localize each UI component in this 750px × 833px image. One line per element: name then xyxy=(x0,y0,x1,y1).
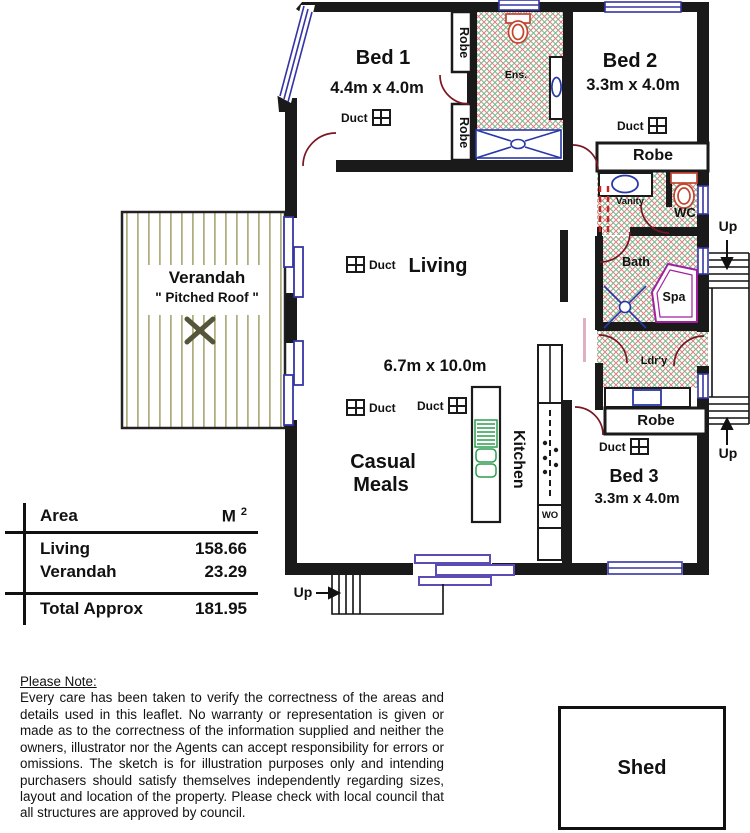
robe-label-bed1-bottom: Robe xyxy=(457,116,471,149)
room-label-verandah: Verandah xyxy=(168,268,246,287)
up-arrow-bottom-right xyxy=(722,419,732,445)
pantry-marker xyxy=(583,318,586,362)
duct-bed2 xyxy=(617,117,667,134)
duct-bed3 xyxy=(599,438,649,455)
duct-icon xyxy=(630,438,649,455)
room-label-bed1: Bed 1 xyxy=(355,47,411,69)
sliding-door-panel xyxy=(284,375,293,425)
wall-bed3-west xyxy=(562,400,572,575)
total-value: 181.95 xyxy=(195,599,247,618)
up-arrow-top-right xyxy=(722,240,732,268)
duct-meals-right xyxy=(417,397,467,414)
up-label-bottom-left: Up xyxy=(293,584,313,600)
row-value: 23.29 xyxy=(204,562,247,581)
toilet-ensuite-icon xyxy=(506,14,530,43)
room-label-meals: Meals xyxy=(353,474,409,496)
note-title: Please Note: xyxy=(20,674,97,689)
room-label-bath: Bath xyxy=(622,255,650,269)
verandah-subtitle: " Pitched Roof " xyxy=(155,290,259,305)
shed-box xyxy=(558,706,726,830)
room-label-vanity: Vanity xyxy=(616,196,644,207)
duct-label: Duct xyxy=(599,439,626,454)
up-label-bottom-right: Up xyxy=(718,445,738,461)
duct-icon xyxy=(346,256,365,273)
sliding-door-panel xyxy=(436,565,514,575)
sliding-door-panel xyxy=(415,555,490,563)
dims-bed2: 3.3m x 4.0m xyxy=(586,76,680,94)
duct-label: Duct xyxy=(369,400,396,415)
stairs-top-right xyxy=(709,253,749,424)
duct-label: Duct xyxy=(417,398,444,413)
wall-vanity-bath xyxy=(630,227,708,236)
room-label-ensuite: Ens. xyxy=(504,69,528,81)
room-label-living: Living xyxy=(408,255,468,277)
sliding-door-panel xyxy=(284,217,293,267)
sliding-door-panel xyxy=(294,247,303,297)
wall-left-1 xyxy=(285,98,297,218)
shower-ensuite-icon xyxy=(476,130,561,158)
duct-icon xyxy=(372,109,391,126)
area-table xyxy=(5,500,261,628)
dims-living: 6.7m x 10.0m xyxy=(383,357,487,375)
row-label: Verandah xyxy=(40,562,117,581)
area-header-label: Area xyxy=(40,506,78,525)
shed-label: Shed xyxy=(617,756,667,779)
room-label-casual: Casual xyxy=(350,451,416,473)
room-label-spa: Spa xyxy=(662,290,686,304)
robe-label-bed2: Robe xyxy=(633,147,673,164)
duct-living xyxy=(346,256,396,273)
disclaimer-note xyxy=(20,674,444,822)
wall-right-4 xyxy=(697,366,709,374)
duct-label: Duct xyxy=(369,257,396,272)
wall-kitchen-stub xyxy=(560,230,568,302)
wall-bottom-3 xyxy=(683,563,708,575)
wall-bath-south xyxy=(597,322,708,331)
window-wc-right xyxy=(698,186,708,214)
sliding-door-panel xyxy=(294,341,303,385)
row-label: Living xyxy=(40,539,91,558)
door-bed3 xyxy=(575,407,603,435)
duct-label: Duct xyxy=(341,110,368,125)
wall-laundry-west xyxy=(595,363,603,410)
up-label-top-right: Up xyxy=(718,218,738,234)
wall-ens-bed2 xyxy=(563,2,573,172)
row-value: 158.66 xyxy=(195,539,247,558)
area-table-row-total xyxy=(40,599,247,619)
bay-window xyxy=(276,5,315,103)
door-bed1 xyxy=(303,133,336,166)
room-label-wc: WC xyxy=(674,205,696,220)
area-header-unit: M $^2$ xyxy=(221,506,247,526)
room-label-bed2: Bed 2 xyxy=(602,50,658,72)
toilet-wc-icon xyxy=(671,173,697,208)
window-bath-right xyxy=(698,248,708,274)
wall-bottom-1 xyxy=(287,563,413,575)
wall-oven-label: WO xyxy=(541,510,559,521)
room-label-bed3: Bed 3 xyxy=(609,466,659,486)
robe-label-bed3: Robe xyxy=(637,412,675,429)
room-label-laundry: Ldr'y xyxy=(640,355,668,367)
duct-icon xyxy=(448,397,467,414)
note-body: Every care has been taken to verify the correctness of the areas and details used in this leaflet. No warranty or representation is given or made as to the correctness of the information supplied and neither the owners, illustrator nor the Agents can accept responsibility for errors or omissions. The sketch is for illustration purposes only and intending purchasers should satisfy themselves independently regarding sizes, layout and location of the property. Please check with local council that all structures are approved by council. xyxy=(20,690,444,821)
window-bed2-top xyxy=(605,2,681,12)
duct-label: Duct xyxy=(617,118,644,133)
total-label: Total Approx xyxy=(40,599,143,618)
up-arrow-bottom-left xyxy=(316,588,339,598)
area-table-row-living xyxy=(40,539,247,559)
window-bed3-bottom xyxy=(608,562,682,574)
room-label-kitchen: Kitchen xyxy=(510,429,527,489)
wall-bed1-south xyxy=(336,160,573,172)
wall-left-3 xyxy=(285,420,297,575)
duct-icon xyxy=(648,117,667,134)
wall-bath-west xyxy=(595,236,603,330)
verandah-deck xyxy=(122,212,285,428)
window-laundry-right xyxy=(698,374,708,398)
area-table-row-verandah xyxy=(40,562,247,582)
sliding-door-panel xyxy=(419,577,491,585)
robe-label-bed1-top: Robe xyxy=(457,27,471,59)
verandah-area xyxy=(122,212,285,428)
basin-ensuite-icon xyxy=(552,78,561,97)
door-ensuite xyxy=(440,75,469,104)
area-table-rule-vertical xyxy=(23,503,26,625)
wall-left-2 xyxy=(285,293,297,343)
basin-vanity-icon xyxy=(612,176,638,193)
duct-icon xyxy=(346,399,365,416)
dims-bed1: 4.4m x 4.0m xyxy=(330,79,424,97)
duct-bed1 xyxy=(341,109,391,126)
duct-meals-left xyxy=(346,399,396,416)
dims-bed3: 3.3m x 4.0m xyxy=(594,490,680,507)
area-table-header xyxy=(40,506,247,527)
area-table-rule-2 xyxy=(5,592,258,595)
door-bed2 xyxy=(573,145,598,170)
sliding-door-meals xyxy=(415,555,514,585)
window-ensuite-top xyxy=(499,0,539,10)
laundry-trough xyxy=(633,390,661,405)
stairs-bottom-right xyxy=(709,397,749,424)
area-table-rule-1 xyxy=(5,531,258,534)
